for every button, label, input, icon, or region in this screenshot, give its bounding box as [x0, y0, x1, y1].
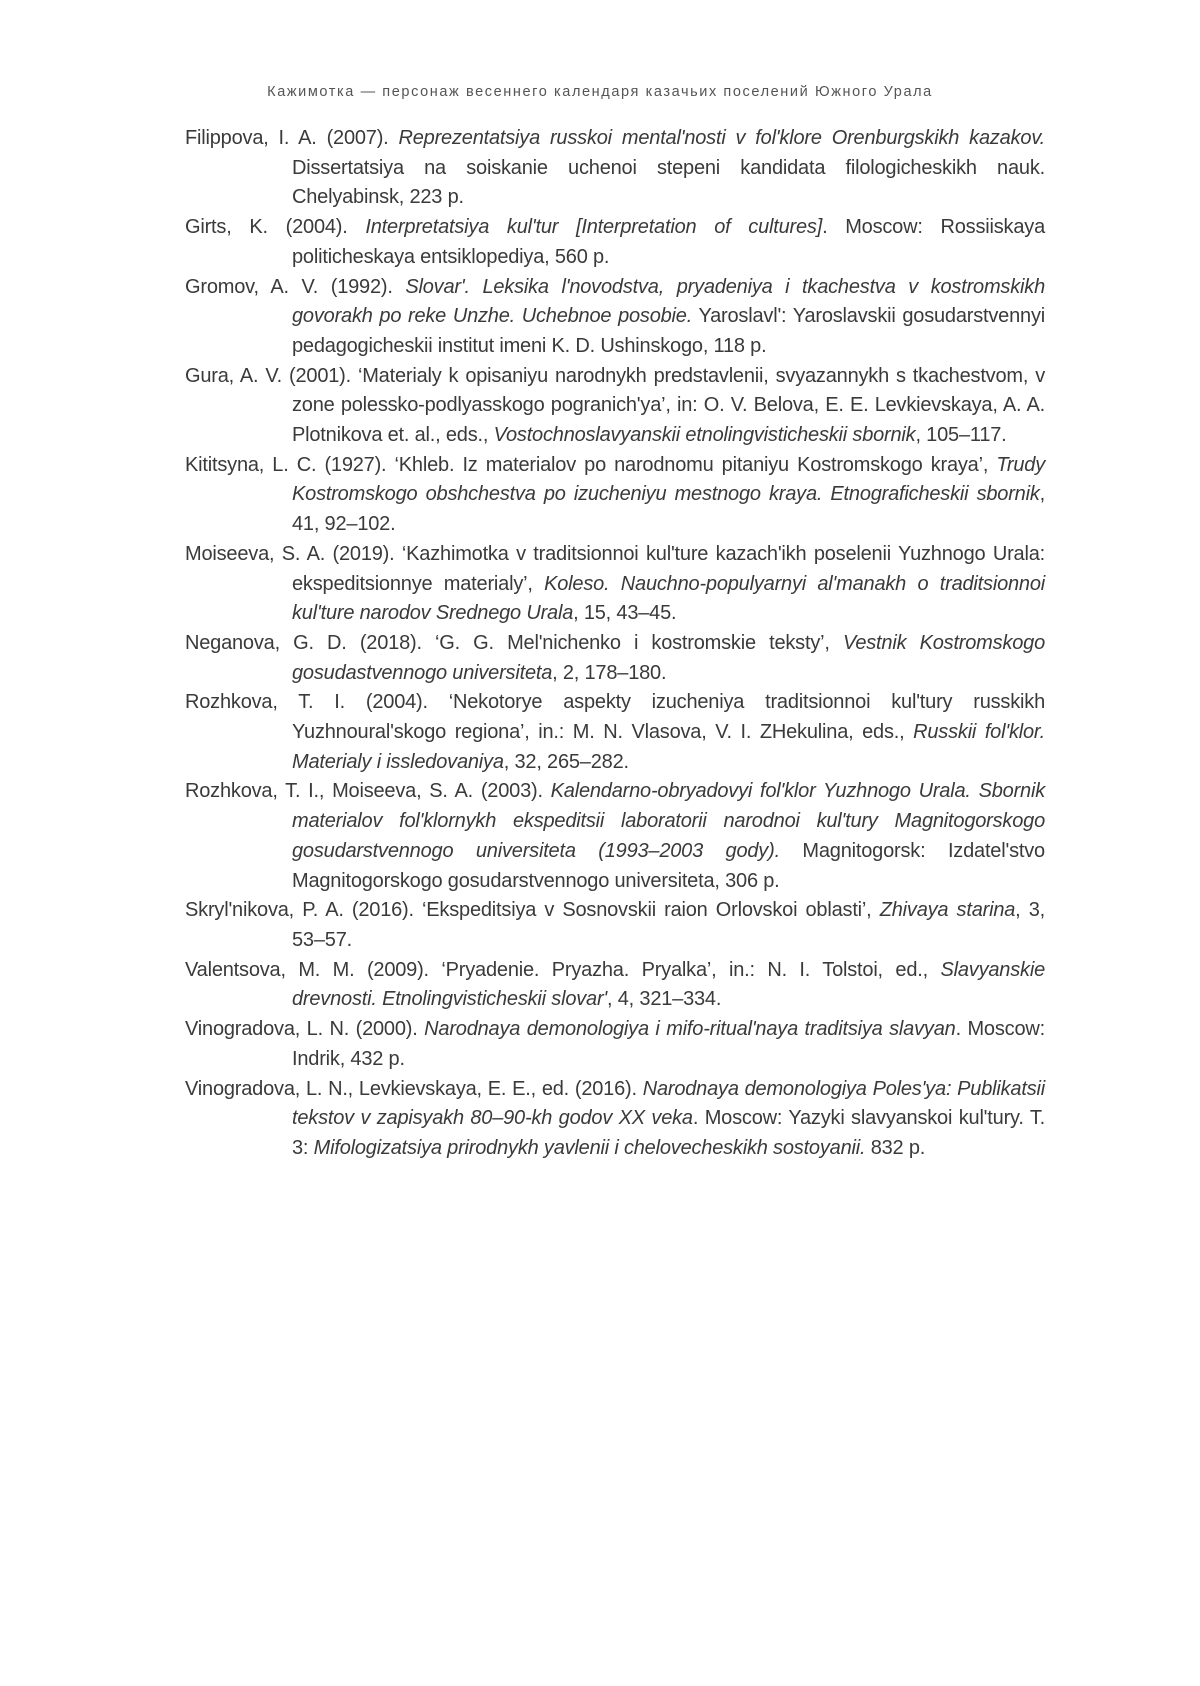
reference-text: Rozhkova, T. I., Moiseeva, S. A. (2003).: [185, 780, 551, 802]
reference-title-italic: Zhivaya starina: [880, 899, 1015, 921]
reference-entry: [185, 213, 1045, 272]
reference-text: Girts, K. (2004).: [185, 216, 365, 238]
reference-text: Kititsyna, L. C. (1927). ‘Khleb. Iz materialov po narodnomu pitaniyu Kostromskogo kraya’,: [185, 454, 996, 476]
reference-text: . Moscow: Yazyki slavyanskoi kul'tury. T. 3:: [292, 1107, 1045, 1159]
reference-title-italic: Vostochnoslavyanskii etnolingvisticheskii sbornik: [494, 424, 916, 446]
reference-text: , 2, 178–180.: [552, 662, 666, 684]
reference-text: , 105–117.: [915, 424, 1006, 446]
reference-entry: [185, 540, 1045, 629]
reference-entry: [185, 956, 1045, 1015]
reference-entry: [185, 362, 1045, 451]
bibliography-list: [185, 124, 1045, 1164]
reference-text: Magnitogorsk: Izdatel'stvo Magnitogorskogo gosudarstvennogo universiteta, 306 p.: [292, 840, 1045, 892]
reference-title-italic: Koleso. Nauchno-populyarnyi al'manakh o traditsionnoi kul'ture narodov Srednego Urala: [292, 573, 1045, 625]
reference-text: 832 p.: [865, 1137, 925, 1159]
reference-text: Filippova, I. A. (2007).: [185, 127, 399, 149]
reference-title-italic: Mifologizatsiya prirodnykh yavlenii i chelovecheskikh sostoyanii.: [314, 1137, 866, 1159]
reference-text: , 32, 265–282.: [504, 751, 629, 773]
reference-text: Valentsova, M. M. (2009). ‘Pryadenie. Pryazha. Pryalka’, in.: N. I. Tolstoi, ed.,: [185, 959, 940, 981]
reference-title-italic: Reprezentatsiya russkoi mental'nosti v fol'klore Orenburgskikh kazakov.: [399, 127, 1046, 149]
running-header: Кажимотка — персонаж весеннего календаря казачьих поселений Южного Урала: [0, 84, 1200, 100]
reference-entry: [185, 629, 1045, 688]
reference-title-italic: Kalendarno-obryadovyi fol'klor Yuzhnogo Urala. Sbornik materialov fol'klornykh ekspeditsii laboratorii narodnoi kul'tury Magnitogorskogo gosudarstvennogo universiteta (1993–2003 gody).: [292, 780, 1045, 861]
reference-entry: [185, 124, 1045, 213]
reference-title-italic: Slavyanskie drevnosti. Etnolingvisticheskii slovar': [292, 959, 1045, 1011]
reference-text: Skryl'nikova, P. A. (2016). ‘Ekspeditsiya v Sosnovskii raion Orlovskoi oblasti’,: [185, 899, 880, 921]
reference-text: , 41, 92–102.: [292, 483, 1045, 535]
reference-title-italic: Vestnik Kostromskogo gosudastvennogo universiteta: [292, 632, 1045, 684]
reference-title-italic: Narodnaya demonologiya i mifo-ritual'naya traditsiya slavyan: [424, 1018, 955, 1040]
reference-entry: [185, 896, 1045, 955]
reference-entry: [185, 688, 1045, 777]
reference-text: Yaroslavl': Yaroslavskii gosudarstvennyi pedagogicheskii institut imeni K. D. Ushinskogo, 118 p.: [292, 305, 1045, 357]
reference-entry: [185, 273, 1045, 362]
reference-title-italic: Trudy Kostromskogo obshchestva po izucheniyu mestnogo kraya. Etnograficheskii sbornik: [292, 454, 1045, 506]
reference-text: , 4, 321–334.: [607, 988, 721, 1010]
reference-text: , 3, 53–57.: [292, 899, 1045, 951]
reference-entry: [185, 451, 1045, 540]
reference-title-italic: Interpretatsiya kul'tur [Interpretation of cultures]: [365, 216, 822, 238]
reference-text: Moiseeva, S. A. (2019). ‘Kazhimotka v traditsionnoi kul'ture kazach'ikh poselenii Yuzhnogo Urala: ekspeditsionnye materialy’,: [185, 543, 1045, 595]
reference-text: , 15, 43–45.: [573, 602, 676, 624]
reference-entry: [185, 777, 1045, 896]
reference-text: . Moscow: Indrik, 432 p.: [292, 1018, 1045, 1070]
reference-entry: [185, 1075, 1045, 1164]
reference-title-italic: Narodnaya demonologiya Poles'ya: Publikatsii tekstov v zapisyakh 80–90-kh godov XX veka: [292, 1078, 1045, 1130]
reference-entry: [185, 1015, 1045, 1074]
reference-text: Vinogradova, L. N., Levkievskaya, E. E., ed. (2016).: [185, 1078, 643, 1100]
reference-text: Gromov, A. V. (1992).: [185, 276, 405, 298]
reference-text: Neganova, G. D. (2018). ‘G. G. Mel'nichenko i kostromskie teksty’,: [185, 632, 843, 654]
reference-text: Gura, A. V. (2001). ‘Materialy k opisaniyu narodnykh predstavlenii, svyazannykh s tkachestvom, v zone polessko-podlyasskogo pogranich'ya’, in: O. V. Belova, E. E. Levkievskaya, A. A. Plotnikova et. al., eds.,: [185, 365, 1045, 446]
reference-text: Vinogradova, L. N. (2000).: [185, 1018, 424, 1040]
reference-text: . Moscow: Rossiiskaya politicheskaya entsiklopediya, 560 p.: [292, 216, 1045, 268]
reference-text: Dissertatsiya na soiskanie uchenoi stepeni kandidata filologicheskikh nauk. Chelyabinsk, 223 p.: [292, 157, 1045, 209]
reference-title-italic: Russkii fol'klor. Materialy i issledovaniya: [292, 721, 1045, 773]
reference-title-italic: Slovar'. Leksika l'novodstva, pryadeniya i tkachestva v kostromskikh govorakh po reke Unzhe. Uchebnoe posobie.: [292, 276, 1045, 328]
reference-text: Rozhkova, T. I. (2004). ‘Nekotorye aspekty izucheniya traditsionnoi kul'tury russkikh Yuzhnoural'skogo regiona’, in.: M. N. Vlasova, V. I. ZHekulina, eds.,: [185, 691, 1045, 743]
